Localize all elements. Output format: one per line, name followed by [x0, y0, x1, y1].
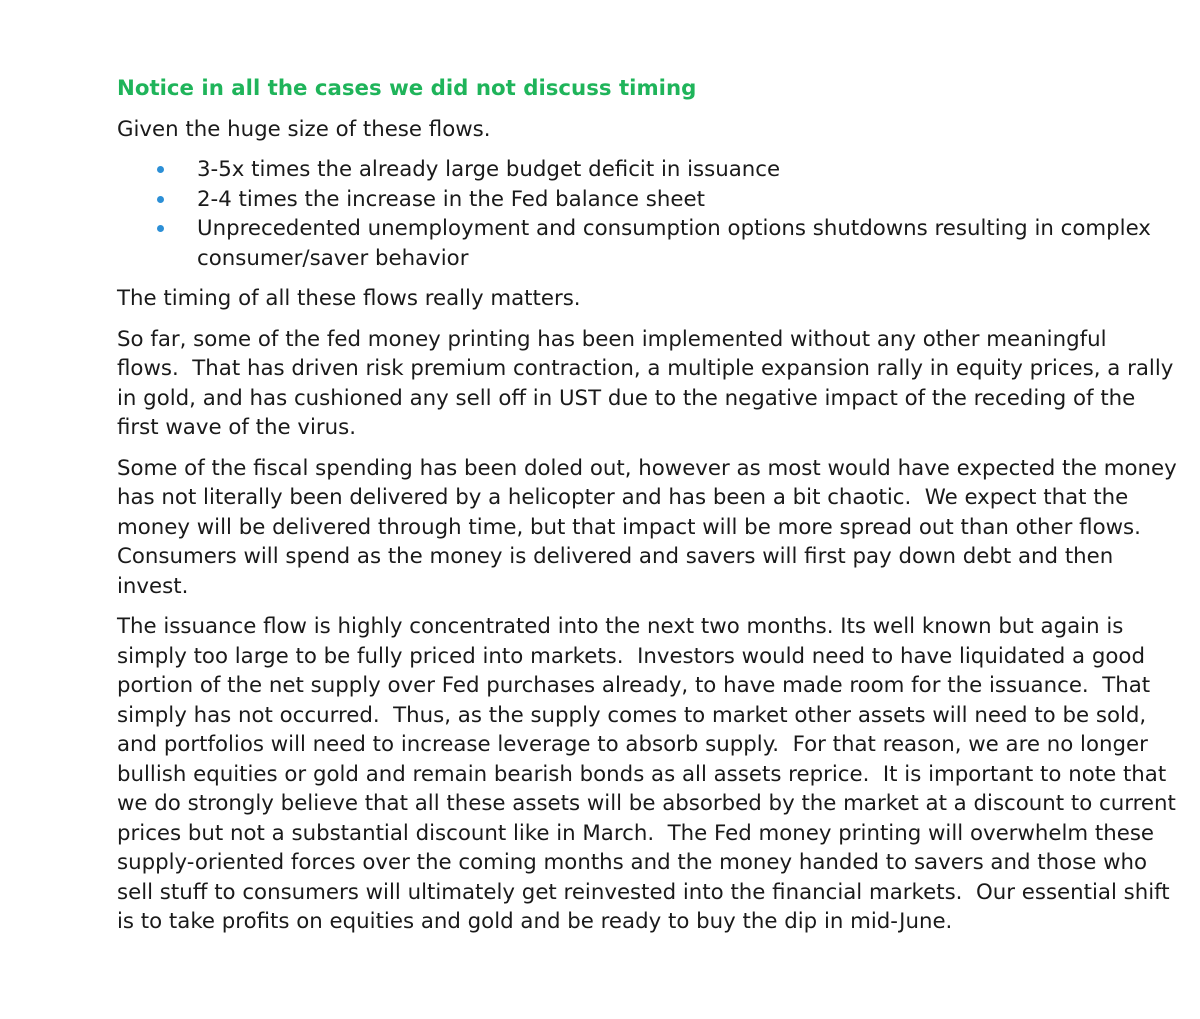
bullet-text: 3-5x times the already large budget deficit in issuance [197, 157, 781, 182]
paragraph-timing: The timing of all these flows really matters. [117, 286, 581, 311]
paragraph-fed-printing: So far, some of the fed money printing has been implemented without any other meaningful flows. That has driven risk premium contraction, a multiple expansion rally in equity prices, a rally in gold, and has cushioned any sell off in UST due to the negative impact of the receding of the first wave of the virus. [117, 326, 1174, 440]
bullet-text: 2-4 times the increase in the Fed balance sheet [197, 186, 705, 212]
intro-paragraph: Given the huge size of these flows. [117, 116, 491, 142]
bullet-dot-icon [157, 166, 164, 173]
bullet-dot-icon [157, 196, 164, 203]
bullet-item-unemployment [117, 214, 1177, 273]
bullet-list [117, 155, 1177, 273]
paragraph-issuance-flow: The issuance flow is highly concentrated into the next two months. Its well known but again is simply too large to be fully priced into markets. Investors would need to have liquidated a good portion of the net supply over Fed purchases already, to have made room for the issuance. That simply has not occurred. Thus, as the supply comes to market other assets will need to be sold, and portfolios will need to increase leverage to absorb supply. For that reason, we are no longer bullish equities or gold and remain bearish bonds as all assets reprice. It is important to note that we do strongly believe that all these assets will be absorbed by the market at a discount to current prices but not a substantial discount like in March. The Fed money printing will overwhelm these supply-oriented forces over the coming months and the money handed to savers and those who sell stuff to consumers will ultimately get reinvested into the financial markets. Our essential shift is to take profits on equities and gold and be ready to buy the dip in mid-June. [117, 614, 1176, 934]
paragraph-fiscal-spending: Some of the fiscal spending has been doled out, however as most would have expected the money has not literally been delivered by a helicopter and has been a bit chaotic. We expect that the money will be delivered through time, but that impact will be more spread out than other flows. Consumers will spend as the money is delivered and savers will first pay down debt and then invest. [117, 455, 1177, 599]
document-page [117, 74, 1177, 948]
bullet-text: Unprecedented unemployment and consumption options shutdowns resulting in complex consumer/saver behavior [197, 216, 1151, 271]
bullet-item-fed-balance [117, 185, 1177, 215]
bullet-dot-icon [157, 225, 164, 232]
section-heading: Notice in all the cases we did not discuss timing [117, 76, 697, 101]
bullet-item-issuance [117, 155, 1177, 185]
